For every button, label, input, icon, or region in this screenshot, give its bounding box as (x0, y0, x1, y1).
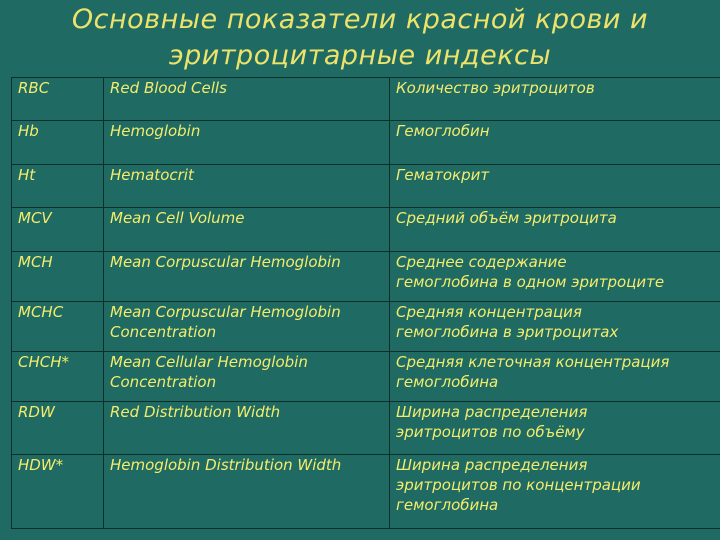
table-row (12, 121, 720, 165)
russian-name-line: Среднее содержание (396, 253, 567, 271)
russian-name-line: Гемоглобин (396, 122, 490, 140)
russian-name-cell (390, 208, 720, 252)
russian-name-cell (390, 121, 720, 165)
english-name-line: Red Distribution Width (110, 403, 281, 421)
english-name-line: Hemoglobin (110, 122, 201, 140)
table-row (12, 455, 720, 529)
english-name-line: Mean Cellular Hemoglobin (110, 353, 308, 371)
russian-name-cell (390, 165, 720, 208)
abbr-cell: CHCH* (12, 352, 104, 402)
english-name-cell (104, 165, 390, 208)
abbr-cell: HDW* (12, 455, 104, 529)
title-line-1: Основные показатели красной крови и (71, 4, 649, 35)
russian-name-cell (390, 455, 720, 529)
russian-name-cell (390, 302, 720, 352)
russian-name-line: Ширина распределения (396, 403, 588, 421)
table-row (12, 252, 720, 302)
english-name-line: Mean Cell Volume (110, 209, 245, 227)
table-row (12, 352, 720, 402)
english-name-line: Mean Corpuscular Hemoglobin (110, 303, 341, 321)
table-row (12, 165, 720, 208)
russian-name-line: Ширина распределения (396, 456, 588, 474)
english-name-cell (104, 78, 390, 121)
indices-table (11, 77, 720, 529)
russian-name-cell (390, 352, 720, 402)
russian-name-line: гемоглобина в эритроцитах (396, 323, 619, 341)
table-row (12, 402, 720, 455)
abbr-cell: RDW (12, 402, 104, 455)
table-row (12, 302, 720, 352)
english-name-line: Mean Corpuscular Hemoglobin (110, 253, 341, 271)
russian-name-cell (390, 252, 720, 302)
english-name-line: Red Blood Cells (110, 79, 227, 97)
russian-name-line: эритроцитов по концентрации (396, 476, 641, 494)
russian-name-line: Количество эритроцитов (396, 79, 595, 97)
english-name-line: Hemoglobin Distribution Width (110, 456, 342, 474)
abbr-cell: MCH (12, 252, 104, 302)
abbr-cell: Hb (12, 121, 104, 165)
russian-name-line: Средняя концентрация (396, 303, 582, 321)
english-name-cell (104, 121, 390, 165)
abbr-cell: Ht (12, 165, 104, 208)
russian-name-line: эритроцитов по объёму (396, 423, 585, 441)
english-name-cell (104, 208, 390, 252)
abbr-cell: MCHC (12, 302, 104, 352)
english-name-line: Concentration (110, 373, 217, 391)
russian-name-line: Гематокрит (396, 166, 490, 184)
english-name-cell (104, 302, 390, 352)
russian-name-line: Средний объём эритроцита (396, 209, 617, 227)
abbr-cell: MCV (12, 208, 104, 252)
english-name-cell (104, 352, 390, 402)
russian-name-cell (390, 78, 720, 121)
russian-name-line: гемоглобина в одном эритроците (396, 273, 665, 291)
english-name-cell (104, 402, 390, 455)
slide-title (0, 2, 720, 74)
english-name-line: Concentration (110, 323, 217, 341)
russian-name-cell (390, 402, 720, 455)
english-name-cell (104, 252, 390, 302)
table-row (12, 78, 720, 121)
russian-name-line: гемоглобина (396, 373, 499, 391)
russian-name-line: Средняя клеточная концентрация (396, 353, 670, 371)
abbr-cell: RBC (12, 78, 104, 121)
table-row (12, 208, 720, 252)
english-name-cell (104, 455, 390, 529)
english-name-line: Hematocrit (110, 166, 194, 184)
russian-name-line: гемоглобина (396, 496, 499, 514)
title-line-2: эритроцитарные индексы (168, 40, 552, 71)
